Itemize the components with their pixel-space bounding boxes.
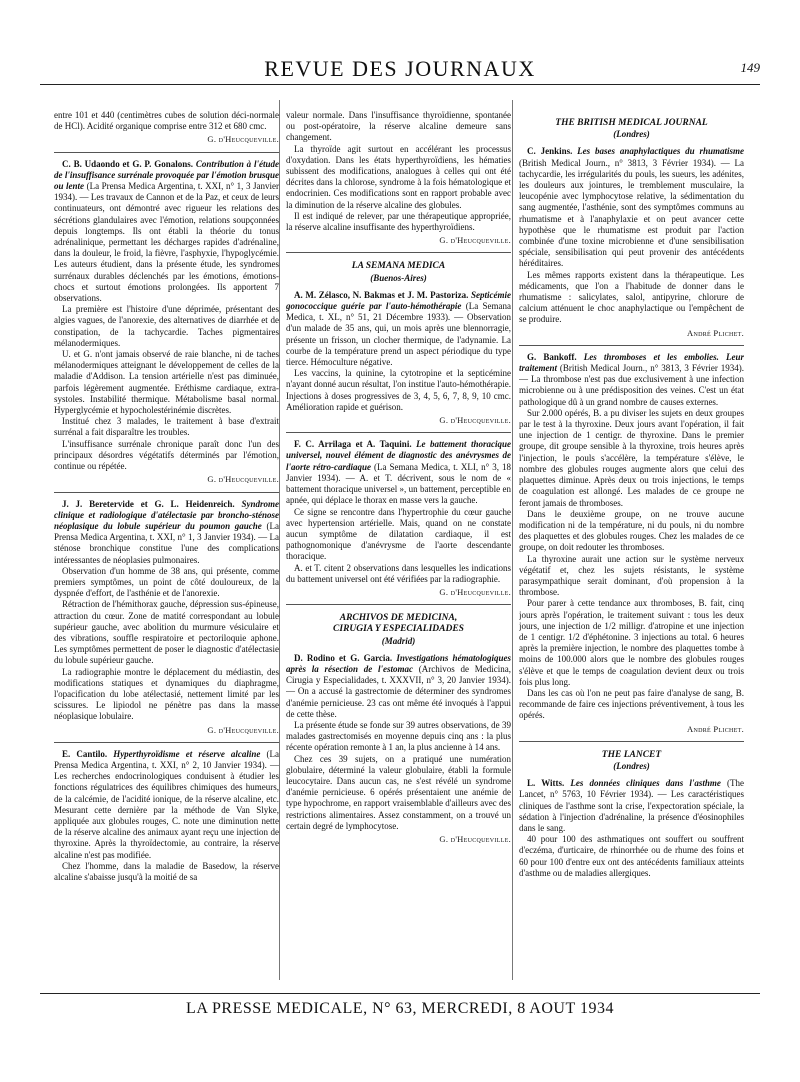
article-body: (British Medical Journ., n° 3813, 3 Février 1934). — La thrombose n'est pas due exclusivement à une infection microbienne ou à une prédisposition des veines. C'est un état pathologique dû à un grand nombre de causes externes. <box>519 363 744 407</box>
paragraph: U. et G. n'ont jamais observé de raie blanche, ni de taches mélanodermiques atteignant le développement de celles de la maladie d'Addison. La tension artérielle n'est pas diminuée, parfois légèrement augmentée. Eréthisme cardiaque, extra-systoles. Instabilité thermique. Métabolisme basal normal. Hyperglycémie et hypocholestérinémie discrètes. <box>54 349 279 416</box>
journal-section-title: THE BRITISH MEDICAL JOURNAL <box>555 118 708 128</box>
paragraph: 40 pour 100 des asthmatiques ont souffert ou souffrent d'eczéma, d'urticaire, de rhinorrhée ou de rhume des foins et 60 pour 100 d'entre eux ont des antécédents familiaux atteints d'asthme ou de maladies allergiques. <box>519 834 744 878</box>
journal-city: (Londres) <box>613 129 650 140</box>
article-title: Contribution à l'étude de l'insuffisance surrénale provoquée par l'émotion brusque ou lente <box>54 158 279 192</box>
paragraph: entre 101 et 440 (centimètres cubes de solution déci-normale de HCl). Acidité organique comprise entre 312 et 680 cmc. <box>54 110 279 132</box>
article-abstract <box>54 159 279 305</box>
paragraph: Il est indiqué de relever, par une thérapeutique appropriée, la réserve alcaline insuffisante des hyperthyroïdiens. <box>286 210 511 233</box>
article-title: Hyperthyroïdisme et réserve alcaline <box>113 748 261 759</box>
paragraph: Les vaccins, la quinine, la cytotropine et la septicémine n'ayant donné aucun résultat, l'on institue l'auto-hémothérapie. Injections à doses progressives de 3, 4, 5, 6, 7, 8, 9, 10 cmc. Amélioration rapide et guérison. <box>286 368 511 412</box>
column-3 <box>519 110 744 978</box>
signature-name: G. d'Heucqueville. <box>207 474 279 485</box>
paragraph: La présente étude se fonde sur 39 autres observations, de 39 malades gastrectomisés en moyenne depuis cinq ans : la plus récente opération remonte à 1 an, la plus ancienne à 14 ans. <box>286 719 511 753</box>
signature-name: G. d'Heucqueville. <box>439 833 511 844</box>
article-separator <box>519 345 744 346</box>
page-number: 149 <box>740 60 760 75</box>
article-title: Les bases anaphylactiques du rhumatisme <box>577 146 744 157</box>
column-2 <box>286 110 511 978</box>
paragraph: La thyroxine aurait une action sur le système nerveux végétatif et, chez les sujets résistants, le système parasympathique serait dominant, d'où propension à la thrombose. <box>519 553 744 598</box>
journal-section-title: LA SEMANA MEDICA <box>351 261 446 272</box>
paragraph: Dans le deuxième groupe, on ne trouve aucune modification ni de la température, ni du pouls, ni du nombre des plaquettes et des globules rouges. Chez les malades de ce groupe, on doit redouter les thromboses. <box>519 508 744 553</box>
signature-name: André Plichet. <box>687 327 744 338</box>
journal-city: (Londres) <box>613 760 650 771</box>
article-title: Investigations hématologiques après la résection de l'estomac <box>286 652 511 674</box>
article-title: Les données cliniques dans l'asthme <box>570 778 721 789</box>
signature <box>54 474 279 485</box>
journal-section-title: ARCHIVOS DE MEDICINA, <box>339 613 458 624</box>
article-abstract <box>54 499 279 566</box>
paragraph: Observation d'un homme de 38 ans, qui présente, comme premiers symptômes, un point de côté douloureux, de la dyspnée d'effort, de l'asthénie et de l'anorexie. <box>54 565 279 599</box>
signature-name: André Plichet. <box>687 723 744 734</box>
paragraph: Institué chez 3 malades, le traitement à base d'extrait surrénal a fait disparaître les troubles. <box>54 416 279 438</box>
article-separator <box>519 741 744 742</box>
paragraph: Dans les cas où l'on ne peut pas faire d'analyse de sang, B. recommande de faire ces injections préventivement, à tous les opérés. <box>519 687 744 721</box>
signature-name: G. d'Heucqueville. <box>439 235 511 246</box>
article-body: (Archivos de Medicina, Cirugia y Especialidades, t. XXXVII, n° 3, 20 Janvier 1934). — On a accusé la gastrectomie de déterminer des syndromes d'anémie pernicieuse. 23 cas ont même été invoqués à l'appui de cette thèse. <box>286 663 511 719</box>
signature <box>286 587 511 598</box>
paragraph: Rétraction de l'hémithorax gauche, dépression sus-épineuse, attraction du cœur. Zone de matité correspondant au lobule supérieur gauche, avec abolition du murmure vésiculaire et des vibrations, souffle respiratoire et pectoriloquie aphone. Les symptômes permettent de poser le diagnostic d'atélectasie du lobule supérieur gauche. <box>54 599 279 666</box>
article-title: Septicémie gonococcique guérie par l'auto-hémothérapie <box>286 289 511 312</box>
article-abstract <box>286 290 511 368</box>
paragraph: valeur normale. Dans l'insuffisance thyroïdienne, spontanée ou post-opératoire, la réserve alcaline demeure sans changement. <box>286 110 511 143</box>
article-abstract <box>286 653 511 720</box>
paragraph: La radiographie montre le déplacement du médiastin, des modifications statiques et dynamiques du diaphragme, l'opacification du lobe atélectasié, nettement limité par les scissures. Le lipiodol ne pénètre pas dans la masse néoplasique lobulaire. <box>54 666 279 722</box>
paragraph: Sur 2.000 opérés, B. a pu diviser les sujets en deux groupes par le test à la thyroxine. Deux jours avant l'opération, il fait une injection de 1 centigr. de thyroxine. Dans le premier groupe, dit groupe sensible à la thyroxine, trois heures après l'injection, le pouls s'accélère, la température s'élève, le nombre des globules rouges augmente alors que celui des plaquettes diminue. Après deux ou trois injections, le temps de coagulation est allongé. Les malades de ce groupe ne feront jamais de thromboses. <box>519 407 744 508</box>
article-body: (The Lancet, n° 5763, 10 Février 1934). — Les caractéristiques cliniques de l'asthme sont la crise, l'expectoration spéciale, la sédation à l'injection d'adrénaline, la présence d'éosinophiles dans le sang. <box>519 778 744 833</box>
signature <box>54 725 279 736</box>
article-abstract <box>519 352 744 408</box>
paragraph: Chez l'homme, dans la maladie de Basedow, la réserve alcaline s'abaisse jusqu'à la moitié de sa <box>54 860 279 882</box>
signature-name: G. d'Heucqueville. <box>439 586 511 597</box>
article-author: E. Cantilo. <box>62 748 108 759</box>
article-author: G. Bankoff. <box>527 351 577 362</box>
article-body: (La Prensa Medica Argentina, t. XXI, n° 1, 3 Janvier 1934). — La sténose bronchique constitue l'une des complications intéressantes de néoplasies pulmonaires. <box>54 520 279 565</box>
journal-title: REVUE DES JOURNAUX <box>264 56 536 81</box>
signature <box>286 834 511 845</box>
signature <box>286 235 511 246</box>
signature-name: G. d'Heucqueville. <box>439 415 511 426</box>
page-footer: LA PRESSE MEDICALE, N° 63, MERCREDI, 8 AOUT 1934 <box>40 993 760 1018</box>
article-separator <box>54 492 279 493</box>
signature-name: G. d'Heucqueville. <box>207 724 279 735</box>
article-separator <box>286 432 511 433</box>
article-author: D. Rodino et G. Garcia. <box>294 652 393 663</box>
signature <box>519 328 744 339</box>
paragraph: La première est l'histoire d'une déprimée, présentant des algies vagues, de l'anorexie, des alternatives de diarrhée et de constipation, de la tachycardie. Taches pigmentaires mélanodermiques. <box>54 304 279 348</box>
page-header <box>40 56 760 85</box>
paragraph: Pour parer à cette tendance aux thromboses, B. fait, cinq jours après l'opération, le traitement suivant : tous les deux jours, une injection de 1/2 milligr. d'atropine et une injection de 1 centigr. 1/2 d'éphétonine. 3 injections au total. 6 heures après la première injection, le nombre des plaquettes tombe à moins de 100.000 alors que le nombre des globules rouges s'élève et que le temps de coagulation devient deux ou trois fois plus long. <box>519 598 744 687</box>
article-author: C. Jenkins. <box>527 146 573 157</box>
article-separator <box>286 252 511 253</box>
article-separator <box>54 152 279 153</box>
article-author: A. M. Zélasco, N. Bakmas et J. M. Pastoriza. <box>294 289 469 300</box>
paragraph: Chez ces 39 sujets, on a pratiqué une numération globulaire, déterminé la valeur globulaire, établi la formule leucocytaire. Dans aucun cas, ne s'est révélé un syndrome d'anémie pernicieuse. 6 opérés présentaient une anémie de type hypochrome, en rapport vraisemblable d'ailleurs avec des restrictions alimentaires. Assez constamment, on a trouvé un certain degré de lymphocytose. <box>286 753 511 831</box>
paragraph: Ce signe se rencontre dans l'hypertrophie du cœur gauche avec hypertension artérielle. Mais, quand on ne constate aucun symptôme de dilatation cardiaque, il est pathognomonique d'anévrysme de l'aorte descendante thoracique. <box>286 506 511 562</box>
paragraph: Les mêmes rapports existent dans la thérapeutique. Les médicaments, que l'on a l'habitude de donner dans le rhumatisme : salicylates, salol, antipyrine, chlorure de calcium atténuent le choc anaphylactique ou l'empêchent de se produire. <box>519 269 744 325</box>
article-abstract <box>54 749 279 861</box>
journal-city: (Madrid) <box>381 635 416 646</box>
signature-name: G. d'Heucqueville. <box>207 134 279 145</box>
article-separator <box>286 604 511 605</box>
article-separator <box>54 742 279 743</box>
paragraph: La thyroïde agit surtout en accélérant les processus d'oxydation. Dans les états hyperthyroïdiens, les hématies subissent des modifications, analogues à celles qui ont été décrites dans la chlorose, syndrome à la fois hématologique et endocrinien. Ces modifications sont en rapport probable avec la diminution de la réserve alcaline des globules. <box>286 143 511 210</box>
journal-city: (Buenos-Aires) <box>370 272 427 283</box>
article-body: (British Medical Journ., n° 3813, 3 Février 1934). — La tachycardie, les irrégularités du pouls, les sueurs, les adénites, les douleurs aux jointures, le tremblement musculaire, la leucopénie avec lymphocytose relative, la sédimentation du sang augmentée, l'asthénie, sont des symptômes communs au rhumatisme et à l'anaphylaxie et on peut avancer cette hypothèse que le rhumatisme est produit par l'action combinée d'une toxine microbienne et d'une sensibilisation spéciale, sensibilisation qui peut provenir des antécédents héréditaires. <box>519 157 744 269</box>
article-author: C. B. Udaondo et G. P. Gonalons. <box>62 158 193 169</box>
column-rule <box>512 100 513 980</box>
article-abstract <box>519 778 744 834</box>
article-author: J. J. Beretervide et G. L. Heidenreich. <box>62 498 235 509</box>
article-body: (La Semana Medica, t. XLI, n° 3, 18 Janvier 1934). — A. et T. décrivent, sous le nom de « battement thoracique universel », un battement, perceptible en apnée, qui déplace le thorax en masse vers la gauche. <box>286 461 511 506</box>
article-title: Les thromboses et les embolies. Leur traitement <box>519 351 744 374</box>
article-author: F. C. Arrilaga et A. Taquini. <box>294 439 412 450</box>
article-title: Syndrome clinique et radiologique d'atélectasie par broncho-sténose néoplasique du lobule supérieur du poumon gauche <box>54 498 279 531</box>
article-abstract <box>519 146 744 269</box>
article-abstract <box>286 439 511 506</box>
signature <box>519 724 744 735</box>
signature <box>54 134 279 145</box>
paragraph: A. et T. citent 2 observations dans lesquelles les indications du battement universel ont été vérifiées par la radiographie. <box>286 562 511 584</box>
column-rule <box>279 100 280 980</box>
paragraph: L'insuffisance surrénale chronique paraît donc l'un des principaux désordres végétatifs déterminés par l'émotion, continue ou répétée. <box>54 438 279 472</box>
article-title: Le battement thoracique universel, nouvel élément de diagnostic des anévrysmes de l'aorte rétro-cardiaque <box>286 439 511 472</box>
column-1 <box>54 110 279 978</box>
article-body: (La Prensa Medica Argentina, t. XXI, n° 2, 10 Janvier 1934). — Les recherches endocrinologiques conduisent à étudier les fonctions régulatrices des équilibres chimiques des humeurs, de la calcémie, de l'acidité ionique, de la réserve alcaline, etc. Mesurant cette dernière par la méthode de Van Slyke, appliquée aux globules rouges, C. note une diminution nette de la réserve alcaline des animaux ayant reçu une injection de thyroxine. Après la thyroïdectomie, au contraire, la réserve alcaline n'est pas modifiée. <box>54 748 279 860</box>
journal-section-title: CIRUGIA Y ESPECIALIDADES <box>333 624 464 635</box>
article-author: L. Witts. <box>527 778 565 789</box>
article-body: (La Semana Medica, t. XL, n° 51, 21 Décembre 1933). — Observation d'un malade de 35 ans, qui, un mois après une blennorragie, présente un frisson, un clocher thermique, de l'adynamie. La courbe de la température prend un aspect périodique du type tierce. Hémoculture négative. <box>286 301 511 368</box>
article-body: (La Prensa Medica Argentina, t. XXI, n° 1, 3 Janvier 1934). — Les travaux de Cannon et de la Paz, et ceux de leurs continuateurs, ont démontré avec rigueur les relations des sécrétions glandulaires avec l'émotion, relations soupçonnées depuis longtemps. Ils ont établi la théorie du tonus adrénalinique, permettant les décharges rapides d'adrénaline, dans la douleur, le froid, la fièvre, l'asphyxie, l'hypoglycémie. Les auteurs étudient, dans la présente étude, les syndromes surrénaux durables déclenchés par les émotions, émotions-chocs et surtout émotions prolongées. Ils apportent 7 observations. <box>54 181 279 304</box>
journal-section-title: THE LANCET <box>601 749 662 760</box>
signature <box>286 415 511 426</box>
